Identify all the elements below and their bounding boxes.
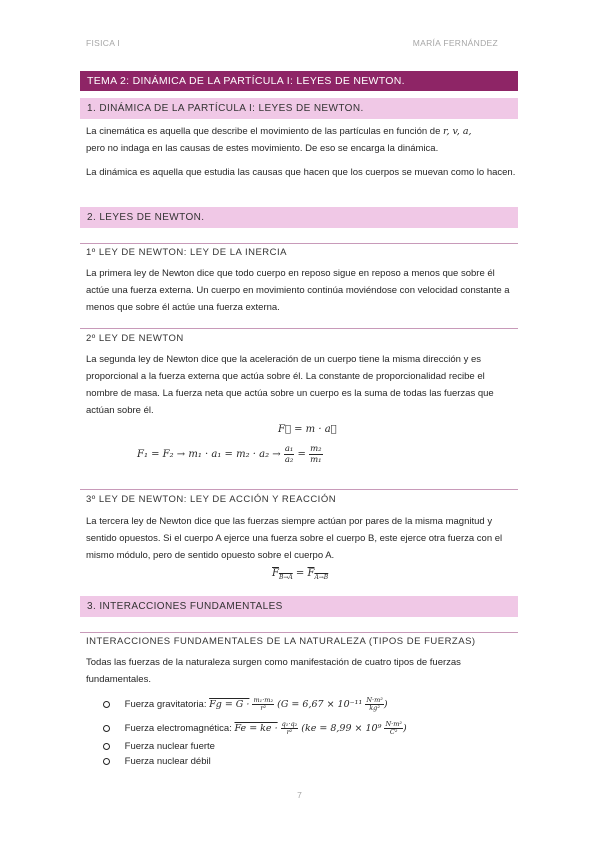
closing-paren: ) [383, 699, 388, 710]
force-a-on-b [307, 568, 328, 579]
section-2-heading: 2. LEYES DE NEWTON. [80, 207, 518, 228]
divider [80, 328, 518, 329]
action-reaction-equation: $F_{B\to A} = F_{A\to B}$ [272, 568, 329, 581]
force-symbol: F [307, 568, 315, 579]
header-author: MARÍA FERNÁNDEZ [412, 38, 498, 48]
list-item [103, 721, 407, 736]
frac-numerator: q₁·q₂ [281, 720, 298, 728]
divider [80, 632, 518, 633]
acceleration-ratio [284, 444, 294, 465]
list-item-label: Fuerza electromagnética: [124, 723, 232, 734]
gravity-formula [209, 696, 388, 712]
force-symbol: F [272, 568, 279, 579]
frac-denominator: a₂ [284, 455, 294, 465]
list-item [103, 697, 388, 712]
force-subscript: B→A [278, 574, 293, 581]
law-2-heading: 2º LEY DE NEWTON [86, 333, 184, 344]
formula-text: Fg = G · [209, 699, 250, 710]
frac-denominator: C² [389, 728, 398, 736]
section-1-paragraph-1 [86, 123, 518, 157]
page-number: 7 [297, 790, 302, 800]
bullet-icon [103, 758, 110, 765]
constant-value: (ke = 8,99 × 10⁹ [301, 723, 382, 734]
law-3-text: La tercera ley de Newton dice que las fuerzas siempre actúan por pares de la misma magnitud y sentido opuestos. Si el cuerpo A ejerce una fuerza sobre el cuerpo B, este ejerce otra fuerza con el mismo módulo, pero de sentido opuesto sobre el cuerpo A. [86, 516, 503, 561]
frac-numerator: N·m² [366, 696, 383, 704]
equation-left: F₁ = F₂ → m₁ · a₁ = m₂ · a₂ → [137, 449, 281, 460]
bullet-icon [103, 743, 110, 750]
header-subject: FISICA I [86, 38, 121, 48]
constant-value: (G = 6,67 × 10⁻¹¹ [277, 699, 363, 710]
closing-paren: ) [402, 723, 407, 734]
list-item [103, 740, 215, 754]
frac-denominator: r² [260, 704, 267, 712]
frac-denominator: m₁ [310, 455, 322, 465]
frac-numerator: m₂ [310, 444, 322, 454]
frac-denominator: r² [286, 728, 293, 736]
list-item-label: Fuerza nuclear fuerte [124, 741, 215, 752]
law-1-heading: 1º LEY DE NEWTON: LEY DE LA INERCIA [86, 247, 288, 258]
law-1-text: La primera ley de Newton dice que todo cuerpo en reposo sigue en reposo a menos que sobre él actúe una fuerza externa. Un cuerpo en movimiento continúa moviéndose con velocidad constante a menos que sobre él actúe una fuerza externa. [86, 268, 510, 313]
formula-text: Fe = ke · [234, 723, 278, 734]
section-3-intro: Todas las fuerzas de la naturaleza surgen como manifestación de cuatro tipos de fuerzas fundamentales. [86, 657, 461, 685]
section-1-paragraph-2: La dinámica es aquella que estudia las causas que hacen que los cuerpos se muevan como lo hacen. [86, 167, 516, 178]
frac-denominator: kg² [369, 704, 380, 712]
divider [80, 243, 518, 244]
kinematic-variables: r, v, a, [443, 126, 472, 137]
list-item [103, 755, 211, 769]
frac-numerator: N·m² [385, 720, 402, 728]
force-subscript: A→B [314, 574, 329, 581]
section-1-heading: 1. DINÁMICA DE LA PARTÍCULA I: LEYES DE NEWTON. [80, 98, 518, 119]
formula-fraction [252, 697, 274, 712]
paragraph-text: La cinemática es aquella que describe el movimiento de las partículas en función de [86, 126, 441, 137]
frac-numerator: a₁ [284, 444, 294, 454]
frac-numerator: m₁·m₂ [253, 696, 274, 704]
section-3-heading: 3. INTERACCIONES FUNDAMENTALES [80, 596, 518, 617]
unit-fraction [384, 721, 403, 736]
list-item-label: Fuerza nuclear débil [124, 756, 211, 767]
newton-second-law-equation: F⃗ = m · a⃗ [278, 424, 337, 435]
bullet-icon [103, 701, 110, 708]
force-b-on-a [272, 568, 293, 579]
paragraph-text: pero no indaga en las causas de estes movimiento. De eso se encarga la dinámica. [86, 143, 439, 154]
divider [80, 489, 518, 490]
bullet-icon [103, 725, 110, 732]
law-2-text: La segunda ley de Newton dice que la aceleración de un cuerpo tiene la misma dirección y es proporcional a la fuerza externa que actúa sobre él. La constante de proporcionalidad recibe el nombre de masa. La fuerza neta que actúa sobre un cuerpo es la suma de todas las fuerzas que actúan sobre él. [86, 354, 494, 416]
electromagnetic-formula [234, 720, 407, 736]
page-title: TEMA 2: DINÁMICA DE LA PARTÍCULA I: LEYES DE NEWTON. [80, 71, 518, 91]
mass-ratio [309, 444, 322, 465]
law-3-heading: 3º LEY DE NEWTON: LEY DE ACCIÓN Y REACCIÓN [86, 494, 337, 505]
list-item-label: Fuerza gravitatoria: [124, 699, 207, 710]
formula-fraction [281, 721, 299, 736]
unit-fraction [365, 697, 384, 712]
section-3-subheading: INTERACCIONES FUNDAMENTALES DE LA NATURALEZA (TIPOS DE FUERZAS) [86, 636, 476, 647]
mass-acceleration-relation: F₁ = F₂ → m₁ · a₁ = m₂ · a₂ → $\frac{\text{a₁}}{\text{a₂}}$ = $\frac{\text{m₂}}{\text{m₁}}$ [137, 444, 322, 465]
